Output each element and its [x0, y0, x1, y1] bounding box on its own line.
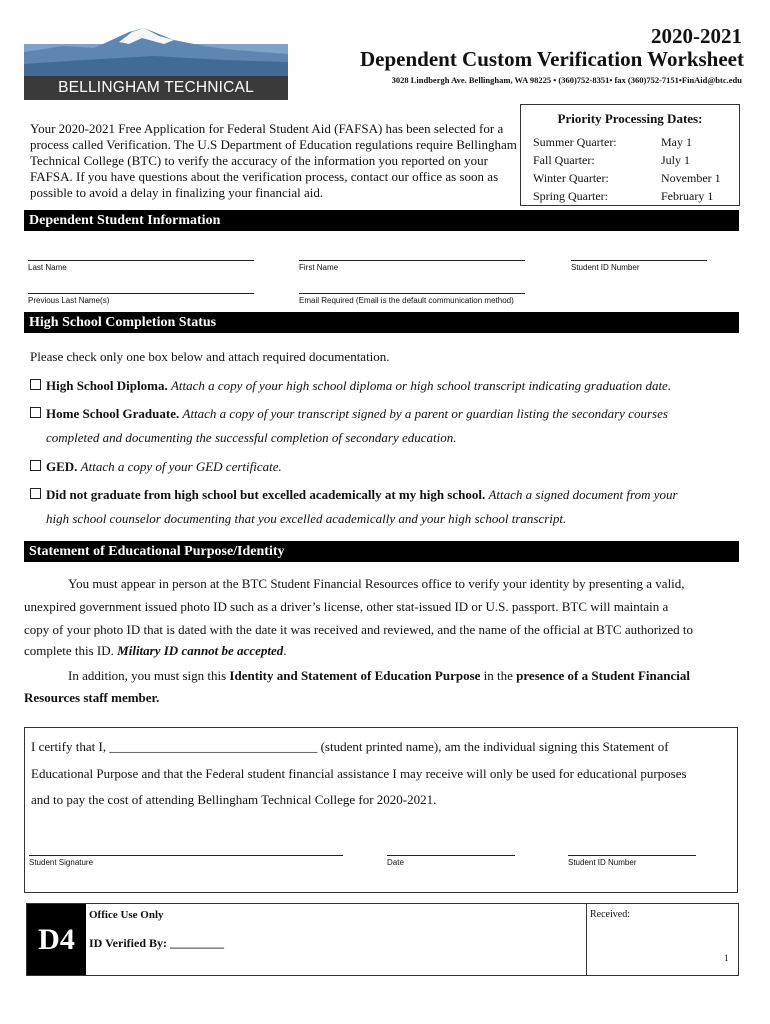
- section-statement: Statement of Educational Purpose/Identity: [24, 541, 739, 562]
- statement-line: Resources staff member.: [24, 690, 160, 705]
- student-id-field[interactable]: Student ID Number: [571, 260, 707, 272]
- d4-badge: D4: [27, 904, 86, 975]
- option-did-not-graduate[interactable]: [30, 487, 678, 503]
- received-label: Received:: [590, 909, 630, 920]
- id-verified-field[interactable]: ID Verified By: _________: [89, 936, 224, 950]
- statement-text: .: [283, 643, 287, 658]
- page-title: Dependent Custom Verification Worksheet: [359, 47, 744, 71]
- quarter-label: Summer Quarter:: [533, 135, 617, 149]
- certify-line: Educational Purpose and that the Federal student financial assistance I may receive will only be used for educational purposes: [31, 766, 687, 781]
- mountain-logo-icon: [24, 26, 288, 78]
- priority-dates-box: [520, 104, 740, 206]
- statement-line: You must appear in person at the BTC Student Financial Resources office to verify your identity by presenting a valid,: [68, 576, 685, 591]
- statement-text: In addition, you must sign this: [68, 668, 230, 683]
- certify-line: and to pay the cost of attending Bellingham Technical College for 2020-2021.: [31, 792, 437, 807]
- quarter-label: Fall Quarter:: [533, 153, 595, 167]
- office-use-label: Office Use Only: [89, 909, 164, 921]
- option-label: GED.: [46, 459, 78, 474]
- certification-box: [24, 727, 738, 893]
- statement-line: [68, 668, 690, 684]
- divider: [586, 904, 587, 975]
- date-field[interactable]: Date: [387, 855, 515, 867]
- student-signature-field[interactable]: Student Signature: [29, 855, 343, 867]
- option-ged[interactable]: [30, 459, 282, 475]
- contact-address: 3028 Lindbergh Ave. Bellingham, WA 98225 • (360)752-8351• fax (360)752-7151•FinAid@btc.edu: [391, 75, 742, 85]
- college-logo: [24, 26, 288, 120]
- statement-line: unexpired government issued photo ID such as a driver’s license, other stat-issued ID or U.S. passport. BTC will maintain a: [24, 599, 669, 614]
- option-desc: Attach a copy of your GED certificate.: [80, 459, 282, 474]
- certify-line: I certify that I, ________________________________ (student printed name), am the individual signing this Statement of: [31, 739, 669, 754]
- option-label: Did not graduate from high school but excelled academically at my high school.: [46, 487, 486, 502]
- option-home-school[interactable]: [30, 406, 668, 422]
- page-number: 1: [724, 953, 729, 963]
- form-year: 2020-2021: [651, 24, 742, 48]
- section-high-school: High School Completion Status: [24, 312, 739, 333]
- statement-text: in the: [480, 668, 517, 683]
- priority-title: Priority Processing Dates:: [557, 111, 703, 126]
- option-desc: Attach a copy of your transcript signed by a parent or guardian listing the secondary courses: [182, 406, 668, 421]
- quarter-date: July 1: [661, 153, 691, 167]
- option-desc: Attach a signed document from your: [488, 487, 678, 502]
- statement-text: complete this ID.: [24, 643, 118, 658]
- email-field[interactable]: Email Required (Email is the default communication method): [299, 293, 525, 305]
- quarter-date: February 1: [661, 189, 714, 203]
- hs-instruction: Please check only one box below and attach required documentation.: [30, 349, 390, 364]
- last-name-field[interactable]: Last Name: [28, 260, 254, 272]
- option-label: High School Diploma.: [46, 378, 168, 393]
- checkbox[interactable]: [30, 379, 41, 390]
- option-label: Home School Graduate.: [46, 406, 180, 421]
- option-desc: Attach a copy of your high school diploma or high school transcript indicating graduation date.: [170, 378, 672, 393]
- checkbox[interactable]: [30, 407, 41, 418]
- office-use-box: [26, 903, 739, 976]
- checkbox[interactable]: [30, 460, 41, 471]
- logo-wordmark: BELLINGHAM TECHNICAL COLLEGE: [24, 76, 288, 100]
- statement-bold: presence of a Student Financial: [516, 668, 690, 683]
- quarter-date: May 1: [661, 135, 692, 149]
- statement-line: [24, 643, 287, 659]
- military-id-note: Military ID cannot be accepted: [117, 643, 284, 658]
- option-diploma[interactable]: [30, 378, 671, 394]
- option-desc-cont: high school counselor documenting that you excelled academically and your high school transcript.: [46, 511, 567, 526]
- quarter-label: Winter Quarter:: [533, 171, 609, 185]
- intro-paragraph: Your 2020-2021 Free Application for Federal Student Aid (FAFSA) has been selected for a process called Verification. The U.S Department of Education regulations require Bellingham Technical College (BTC) to verify the accuracy of the information you reported on your FAFSA. If you have questions about the verification process, contact our office as soon as possible to avoid a delay in finalizing your financial aid.: [30, 121, 517, 200]
- quarter-date: November 1: [661, 171, 721, 185]
- option-desc-cont: completed and documenting the successful completion of secondary education.: [46, 430, 457, 445]
- checkbox[interactable]: [30, 488, 41, 499]
- statement-bold: Identity and Statement of Education Purpose: [229, 668, 481, 683]
- previous-last-name-field[interactable]: Previous Last Name(s): [28, 293, 254, 305]
- statement-line: copy of your photo ID that is dated with the date it was received and reviewed, and the name of the official at BTC authorized to: [24, 622, 694, 637]
- quarter-label: Spring Quarter:: [533, 189, 608, 203]
- student-id-sign-field[interactable]: Student ID Number: [568, 855, 696, 867]
- first-name-field[interactable]: First Name: [299, 260, 525, 272]
- section-student-info: Dependent Student Information: [24, 210, 739, 231]
